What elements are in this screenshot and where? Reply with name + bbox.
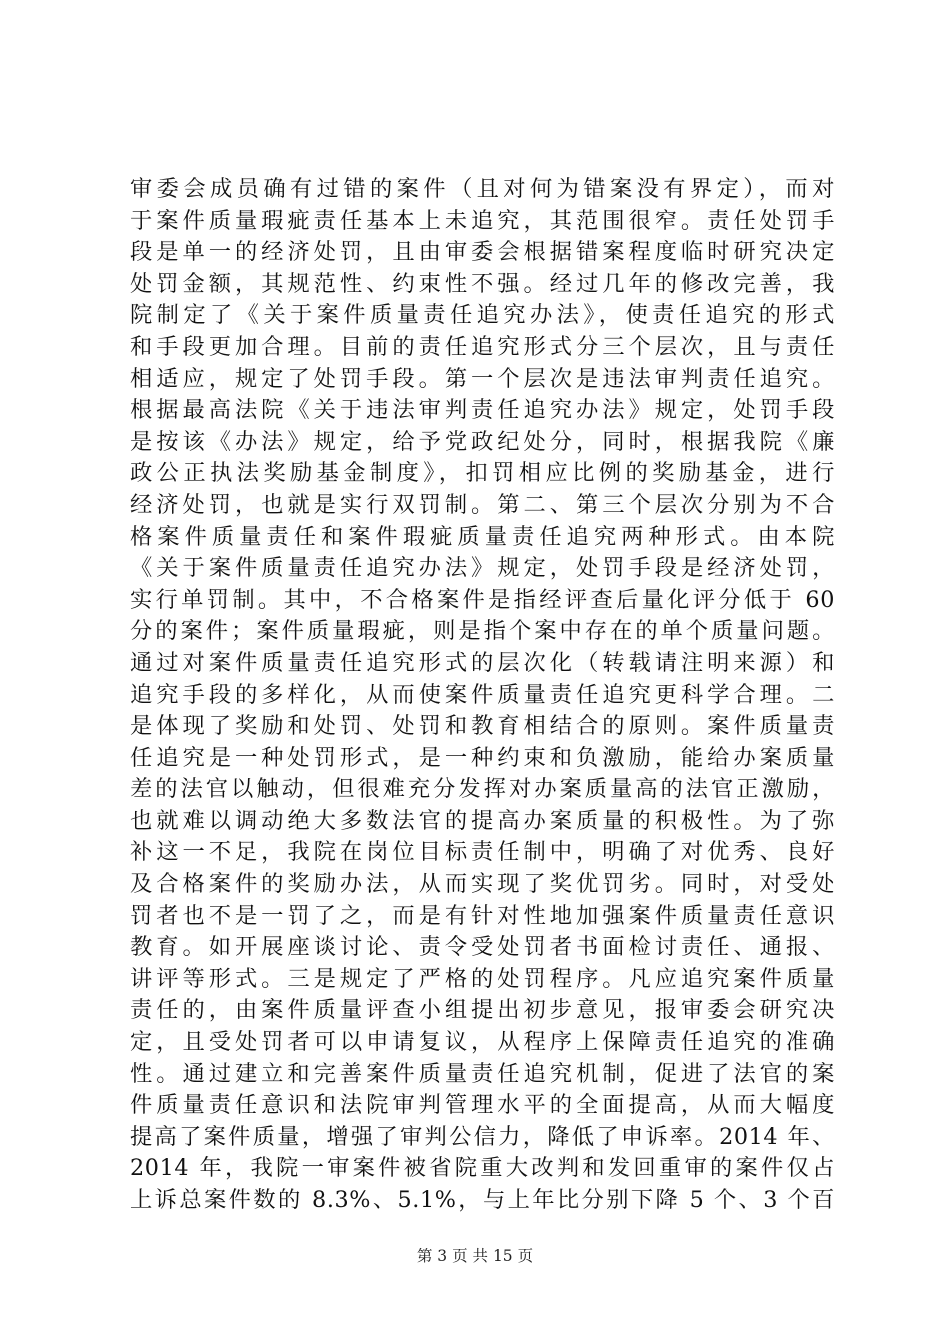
body-text-line: 件质量责任意识和法院审判管理水平的全面提高，从而大幅度 [130, 1092, 835, 1119]
body-text-line: 是按该《办法》规定，给予党政纪处分，同时，根据我院《廉 [130, 428, 835, 455]
body-text-line: 通过对案件质量责任追究形式的层次化（转载请注明来源）和 [130, 649, 835, 676]
body-text-line: 补这一不足，我院在岗位目标责任制中，明确了对优秀、良好 [130, 839, 835, 866]
body-text-line: 处罚金额，其规范性、约束性不强。经过几年的修改完善，我 [130, 270, 835, 297]
body-text-line: 分的案件；案件质量瑕疵，则是指个案中存在的单个质量问题。 [130, 618, 835, 645]
body-text-line: 追究手段的多样化，从而使案件质量责任追究更科学合理。二 [130, 681, 835, 708]
body-text-line: 格案件质量责任和案件瑕疵质量责任追究两种形式。由本院 [130, 523, 835, 550]
body-text-line: 经济处罚，也就是实行双罚制。第二、第三个层次分别为不合 [130, 491, 835, 518]
body-text-line: 讲评等形式。三是规定了严格的处罚程序。凡应追究案件质量 [130, 965, 835, 992]
body-text-line: 也就难以调动绝大多数法官的提高办案质量的积极性。为了弥 [130, 807, 835, 834]
body-text-line: 相适应，规定了处罚手段。第一个层次是违法审判责任追究。 [130, 365, 835, 392]
body-text-line: 实行单罚制。其中，不合格案件是指经评查后量化评分低于 60 [130, 586, 835, 613]
body-text-line: 差的法官以触动，但很难充分发挥对办案质量高的法官正激励， [130, 776, 835, 803]
body-text-line: 教育。如开展座谈讨论、责令受处罚者书面检讨责任、通报、 [130, 934, 835, 961]
body-text-line: 提高了案件质量，增强了审判公信力，降低了申诉率。2014 年、 [130, 1123, 835, 1150]
body-text-line: 2014 年，我院一审案件被省院重大改判和发回重审的案件仅占 [130, 1155, 835, 1182]
body-text-line: 性。通过建立和完善案件质量责任追究机制，促进了法官的案 [130, 1060, 835, 1087]
body-text-line: 和手段更加合理。目前的责任追究形式分三个层次，且与责任 [130, 333, 835, 360]
body-text-line: 任追究是一种处罚形式，是一种约束和负激励，能给办案质量 [130, 744, 835, 771]
body-text-line: 定，且受处罚者可以申请复议，从程序上保障责任追究的准确 [130, 1029, 835, 1056]
body-text-line: 审委会成员确有过错的案件（且对何为错案没有界定），而对 [130, 176, 835, 202]
body-text-line: 上诉总案件数的 8.3%、5.1%，与上年比分别下降 5 个、3 个百 [130, 1187, 835, 1213]
body-text-line: 及合格案件的奖励办法，从而实现了奖优罚劣。同时，对受处 [130, 871, 835, 898]
document-body [130, 174, 835, 1217]
page-footer: 第 3 页 共 15 页 [416, 1247, 534, 1265]
body-text-line: 罚者也不是一罚了之，而是有针对性地加强案件质量责任意识 [130, 902, 835, 929]
body-text-line: 于案件质量瑕疵责任基本上未追究，其范围很窄。责任处罚手 [130, 207, 835, 234]
body-text-line: 段是单一的经济处罚，且由审委会根据错案程度临时研究决定 [130, 239, 835, 266]
body-text-line: 政公正执法奖励基金制度》，扣罚相应比例的奖励基金，进行 [130, 460, 835, 487]
body-text-line: 责任的，由案件质量评查小组提出初步意见，报审委会研究决 [130, 997, 835, 1024]
body-text-line: 根据最高法院《关于违法审判责任追究办法》规定，处罚手段 [130, 397, 835, 424]
body-text-line: 是体现了奖励和处罚、处罚和教育相结合的原则。案件质量责 [130, 713, 835, 740]
body-text-line: 《关于案件质量责任追究办法》规定，处罚手段是经济处罚， [130, 555, 835, 582]
body-text-line: 院制定了《关于案件质量责任追究办法》，使责任追究的形式 [130, 302, 835, 329]
